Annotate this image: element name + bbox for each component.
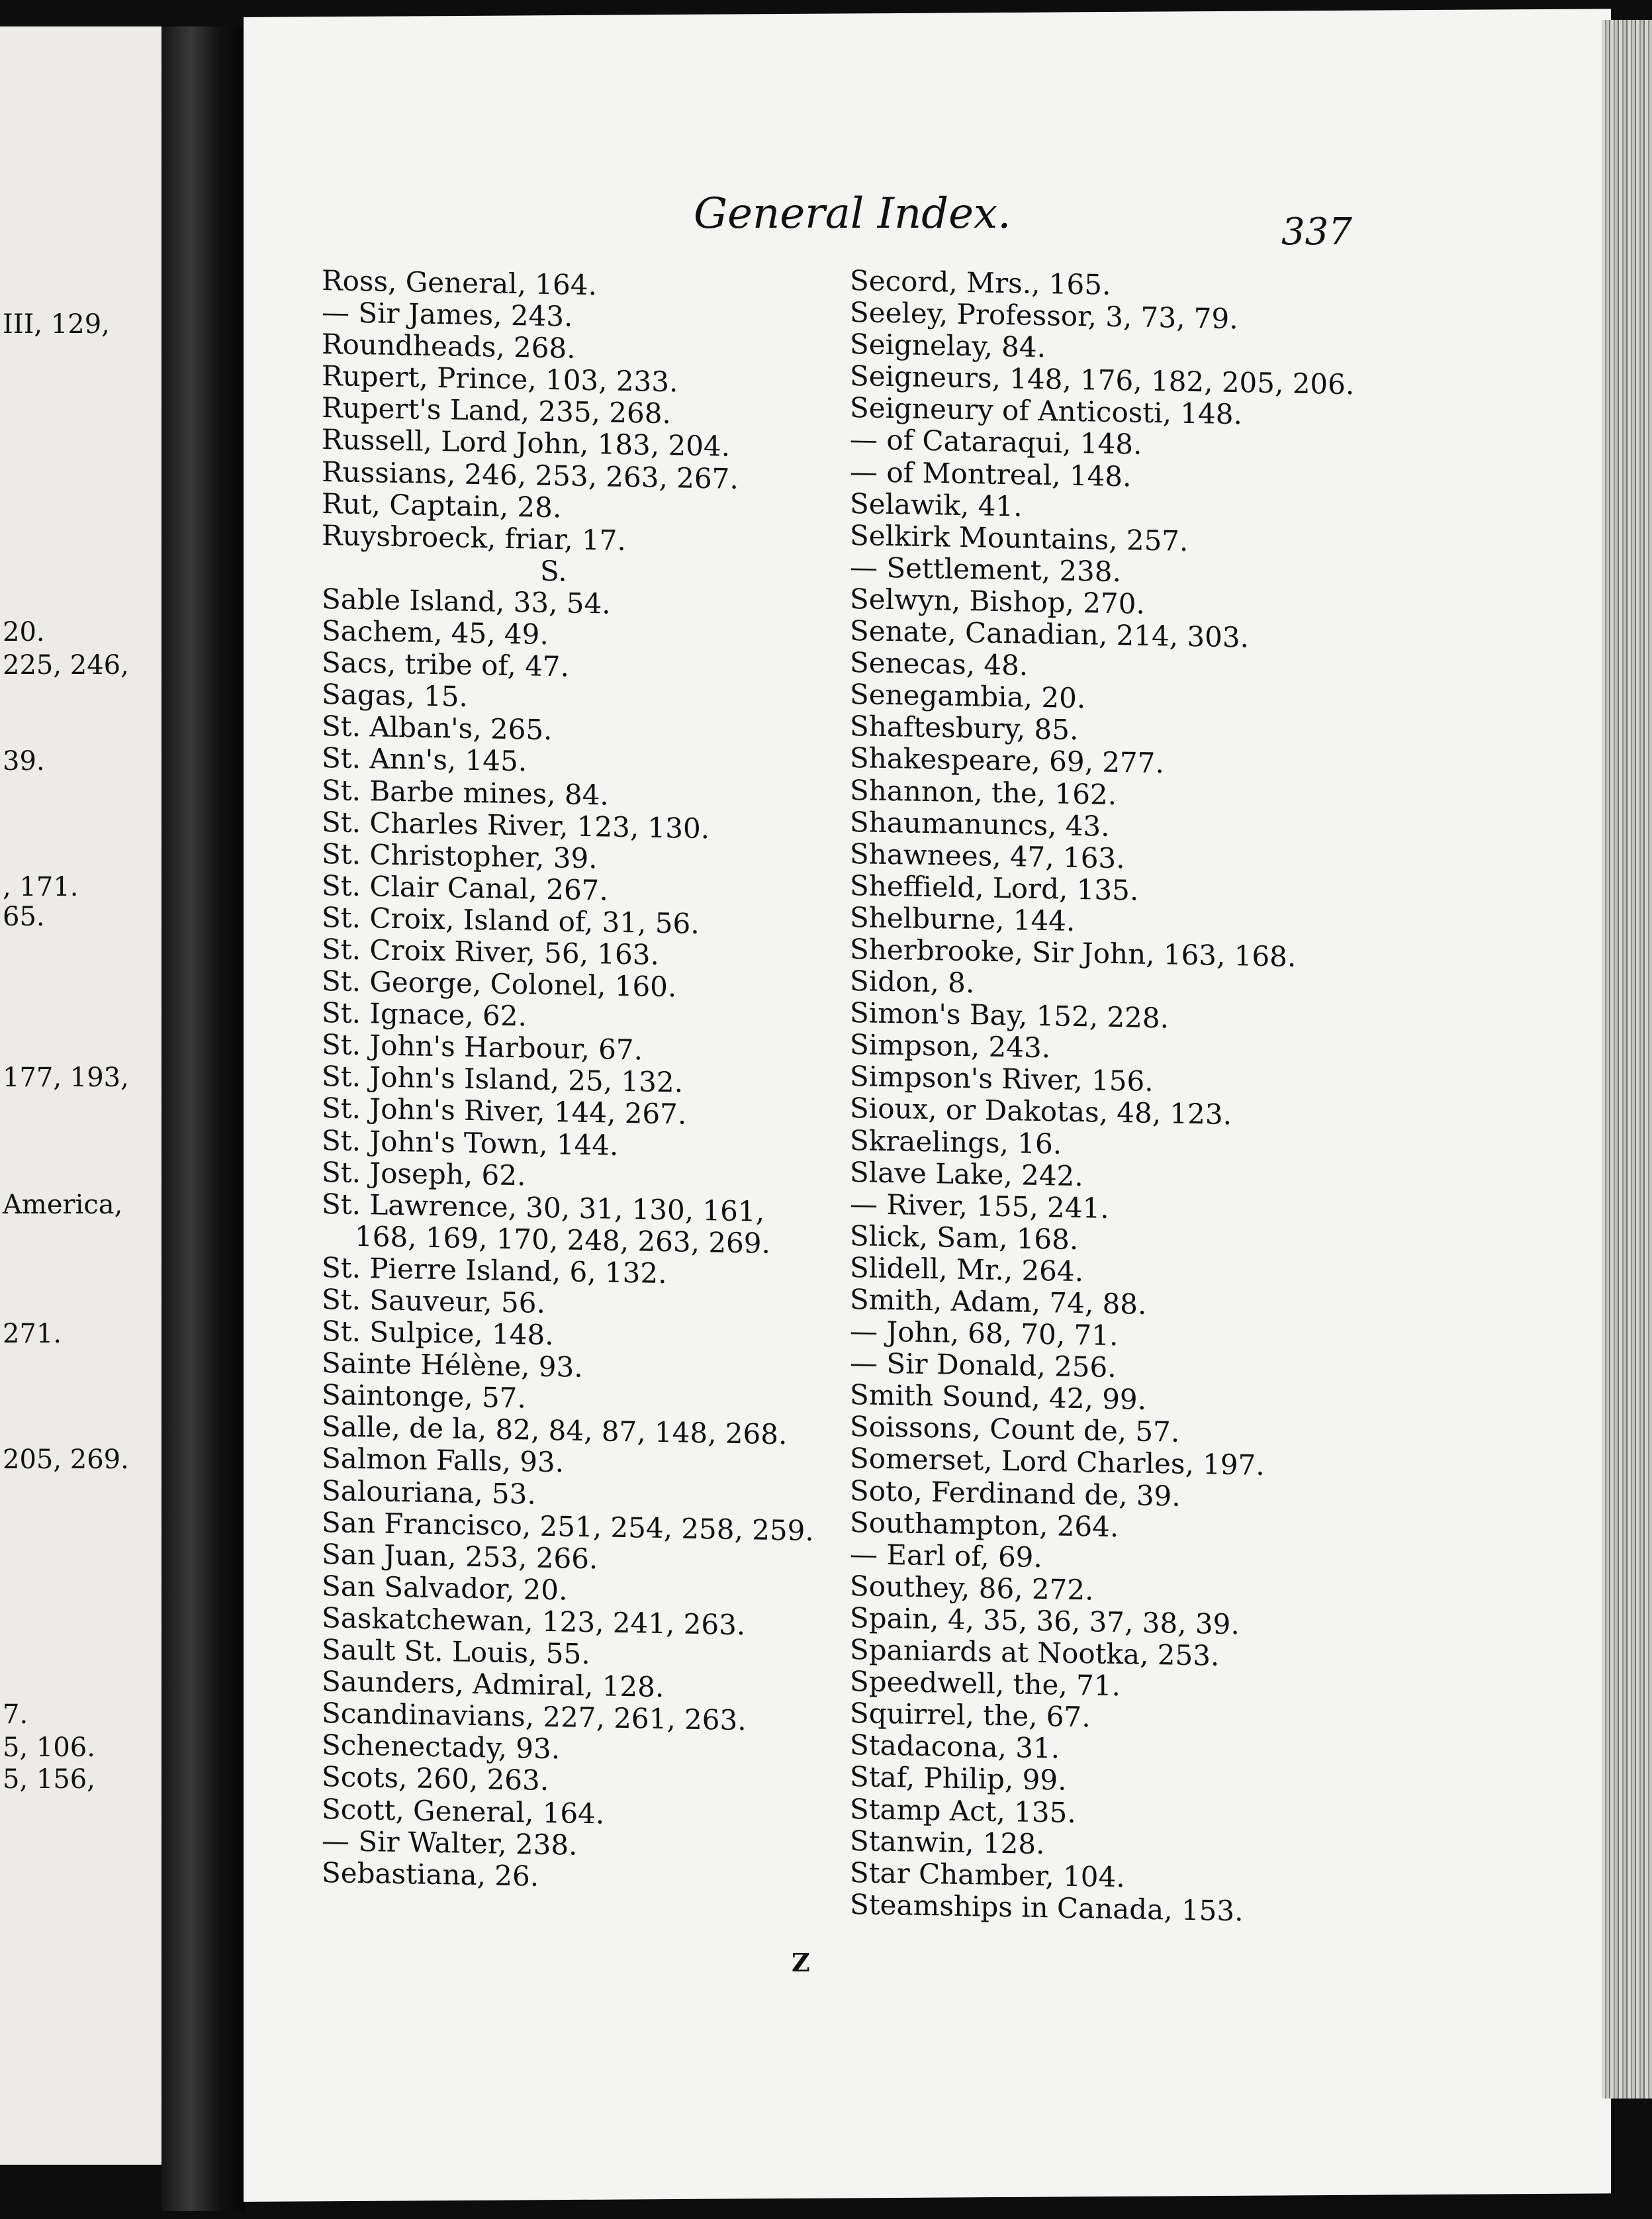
index-entry: Sault St. Louis, 55.	[322, 1633, 590, 1671]
index-entry: San Juan, 253, 266.	[322, 1537, 598, 1576]
index-entry: St. Barbe mines, 84.	[322, 773, 609, 812]
index-entry: Sacs, tribe of, 47.	[322, 646, 569, 683]
index-entry: Scots, 260, 263.	[322, 1760, 549, 1797]
left-page-fragment: III, 129,	[3, 309, 110, 340]
index-entry: Seeley, Professor, 3, 73, 79.	[850, 296, 1238, 336]
index-entry: Stamp Act, 135.	[850, 1792, 1076, 1829]
left-page-fragment: America,	[3, 1190, 123, 1220]
index-entry: St. John's Town, 144.	[322, 1123, 619, 1162]
index-entry: Sainte Hélène, 93.	[322, 1346, 583, 1384]
index-entry: Ross, General, 164.	[322, 264, 597, 302]
index-entry: Smith Sound, 42, 99.	[850, 1378, 1146, 1417]
index-entry: Senegambia, 20.	[850, 678, 1086, 715]
left-page-fragment: 39.	[3, 746, 45, 777]
index-entry: St. Charles River, 123, 130.	[322, 805, 710, 845]
section-letter: S.	[540, 554, 567, 588]
left-page-fragment: 5, 106.	[3, 1732, 95, 1763]
index-entry: Simpson's River, 156.	[850, 1060, 1154, 1098]
index-entry: Skraelings, 16.	[850, 1123, 1062, 1160]
index-entry: Sachem, 45, 49.	[322, 614, 549, 651]
index-entry: Rupert, Prince, 103, 233.	[322, 359, 678, 399]
index-entry: Soto, Ferdinand de, 39.	[850, 1474, 1181, 1513]
index-entry: Squirrel, the, 67.	[850, 1697, 1091, 1734]
index-entry: St. Sauveur, 56.	[322, 1283, 545, 1319]
index-entry: Sagas, 15.	[322, 678, 468, 714]
index-entry: Simpson, 243.	[850, 1028, 1051, 1064]
index-entry: St. John's River, 144, 267.	[322, 1092, 687, 1131]
index-entry: St. George, Colonel, 160.	[322, 965, 677, 1004]
index-entry: Scandinavians, 227, 261, 263.	[322, 1697, 747, 1737]
index-entry: St. Ann's, 145.	[322, 741, 528, 778]
index-entry: Scott, General, 164.	[322, 1792, 605, 1830]
index-subentry: — of Cataraqui, 148.	[850, 423, 1142, 461]
index-entry: Salmon Falls, 93.	[322, 1442, 565, 1479]
index-entry: Salouriana, 53.	[322, 1474, 536, 1511]
index-entry: Steamships in Canada, 153.	[850, 1887, 1244, 1928]
index-entry: Sherbrooke, Sir John, 163, 168.	[850, 932, 1297, 973]
index-entry: St. Alban's, 265.	[322, 710, 553, 747]
book-gutter	[161, 26, 245, 2211]
index-entry: Southey, 86, 272.	[850, 1569, 1094, 1607]
page-number: 337	[1281, 211, 1352, 254]
left-page-fragment: , 171.	[3, 872, 79, 902]
page-edges	[1602, 20, 1652, 2099]
index-entry: St. Ignace, 62.	[322, 996, 527, 1033]
index-subentry: — Settlement, 238.	[850, 550, 1121, 588]
index-entry: Russians, 246, 253, 263, 267.	[322, 455, 739, 495]
index-entry: Slidell, Mr., 264.	[850, 1251, 1083, 1288]
index-entry: Sable Island, 33, 54.	[322, 582, 611, 620]
index-entry: Ruysbroeck, friar, 17.	[322, 518, 626, 557]
index-entry: Seigneurs, 148, 176, 182, 205, 206.	[850, 359, 1355, 401]
left-page-fragment: 271.	[3, 1319, 62, 1349]
index-entry: Saskatchewan, 123, 241, 263.	[322, 1601, 746, 1642]
index-entry: Shaumanuncs, 43.	[850, 805, 1110, 843]
index-entry: Southampton, 264.	[850, 1505, 1119, 1543]
index-entry: Senecas, 48.	[850, 646, 1029, 682]
index-entry: Shaftesbury, 85.	[850, 710, 1079, 747]
index-entry: Schenectady, 93.	[322, 1728, 561, 1766]
index-entry: Rupert's Land, 235, 268.	[322, 391, 671, 430]
index-entry: Spaniards at Nootka, 253.	[850, 1633, 1220, 1672]
index-entry: Staf, Philip, 99.	[850, 1760, 1067, 1797]
index-entry: St. Christopher, 39.	[322, 837, 598, 874]
index-entry: St. Lawrence, 30, 31, 130, 161,	[322, 1187, 764, 1228]
index-entry: St. Croix, Island of, 31, 56.	[322, 900, 700, 940]
index-entry: Sebastiana, 26.	[322, 1856, 539, 1893]
index-entry: Sidon, 8.	[850, 965, 975, 1000]
index-entry: Selawik, 41.	[850, 487, 1023, 523]
running-head: General Index.	[694, 189, 1011, 238]
index-entry: St. John's Island, 25, 132.	[322, 1060, 683, 1099]
index-entry: Rut, Captain, 28.	[322, 487, 562, 524]
left-page-fragment: 205, 269.	[3, 1444, 129, 1475]
index-entry: Soissons, Count de, 57.	[850, 1410, 1180, 1449]
index-entry: Stadacona, 31.	[850, 1728, 1060, 1765]
left-page-fragment: 7.	[3, 1699, 28, 1730]
index-entry: Spain, 4, 35, 36, 37, 38, 39.	[850, 1601, 1240, 1641]
index-entry: St. John's Harbour, 67.	[322, 1028, 643, 1066]
index-subentry: — Sir Walter, 238.	[322, 1824, 578, 1862]
index-entry: Sheffield, Lord, 135.	[850, 869, 1139, 907]
index-entry: Secord, Mrs., 165.	[850, 264, 1111, 301]
index-entry: St. Pierre Island, 6, 132.	[322, 1251, 667, 1290]
index-column-right	[850, 265, 1393, 1930]
index-subentry: — Sir Donald, 256.	[850, 1346, 1117, 1384]
left-page-fragment: 20.	[3, 617, 45, 647]
left-page-fragment: 65.	[3, 902, 45, 932]
index-entry: Smith, Adam, 74, 88.	[850, 1283, 1147, 1321]
index-subentry: — John, 68, 70, 71.	[850, 1315, 1119, 1352]
index-entry: Selkirk Mountains, 257.	[850, 518, 1189, 557]
left-page-fragment: 225, 246,	[3, 650, 129, 681]
index-entry: Saunders, Admiral, 128.	[322, 1665, 665, 1704]
signature-mark: Z	[792, 1948, 810, 1977]
index-entry: Simon's Bay, 152, 228.	[850, 996, 1169, 1035]
index-entry: Somerset, Lord Charles, 197.	[850, 1442, 1265, 1482]
index-entry: St. Clair Canal, 267.	[322, 869, 608, 907]
index-entry: Saintonge, 57.	[322, 1378, 526, 1415]
index-entry: Seigneury of Anticosti, 148.	[850, 391, 1242, 431]
index-entry: Slick, Sam, 168.	[850, 1219, 1079, 1256]
index-entry: Shelburne, 144.	[850, 900, 1076, 937]
index-entry: Shakespeare, 69, 277.	[850, 741, 1164, 780]
index-entry: St. Joseph, 62.	[322, 1155, 526, 1192]
index-entry: Salle, de la, 82, 84, 87, 148, 268.	[322, 1410, 788, 1451]
index-entry: Senate, Canadian, 214, 303.	[850, 614, 1249, 654]
left-page-fragment: 177, 193,	[3, 1062, 129, 1093]
index-entry: Roundheads, 268.	[322, 328, 576, 365]
index-subentry: — of Montreal, 148.	[850, 455, 1132, 493]
index-entry: Sioux, or Dakotas, 48, 123.	[850, 1092, 1232, 1131]
index-entry: Slave Lake, 242.	[850, 1155, 1083, 1192]
index-entry: Selwyn, Bishop, 270.	[850, 582, 1145, 620]
index-entry: Stanwin, 128.	[850, 1824, 1045, 1860]
index-entry: Speedwell, the, 71.	[850, 1665, 1121, 1703]
index-entry: San Salvador, 20.	[322, 1569, 568, 1607]
index-entry: St. Sulpice, 148.	[322, 1315, 554, 1352]
index-entry: Shannon, the, 162.	[850, 773, 1117, 811]
index-entry-continuation: 168, 169, 170, 248, 263, 269.	[355, 1219, 770, 1260]
index-entry: San Francisco, 251, 254, 258, 259.	[322, 1505, 814, 1547]
index-entry: Russell, Lord John, 183, 204.	[322, 423, 730, 463]
index-subentry: — River, 155, 241.	[850, 1187, 1109, 1225]
index-entry: Seignelay, 84.	[850, 328, 1046, 364]
index-subentry: — Earl of, 69.	[850, 1537, 1042, 1574]
index-column-left	[322, 265, 864, 1898]
left-page-fragment: 5, 156,	[3, 1764, 95, 1795]
index-entry: Star Chamber, 104.	[850, 1856, 1125, 1893]
index-entry: St. Croix River, 56, 163.	[322, 932, 659, 971]
index-entry: Shawnees, 47, 163.	[850, 837, 1125, 874]
index-subentry: — Sir James, 243.	[322, 296, 573, 333]
